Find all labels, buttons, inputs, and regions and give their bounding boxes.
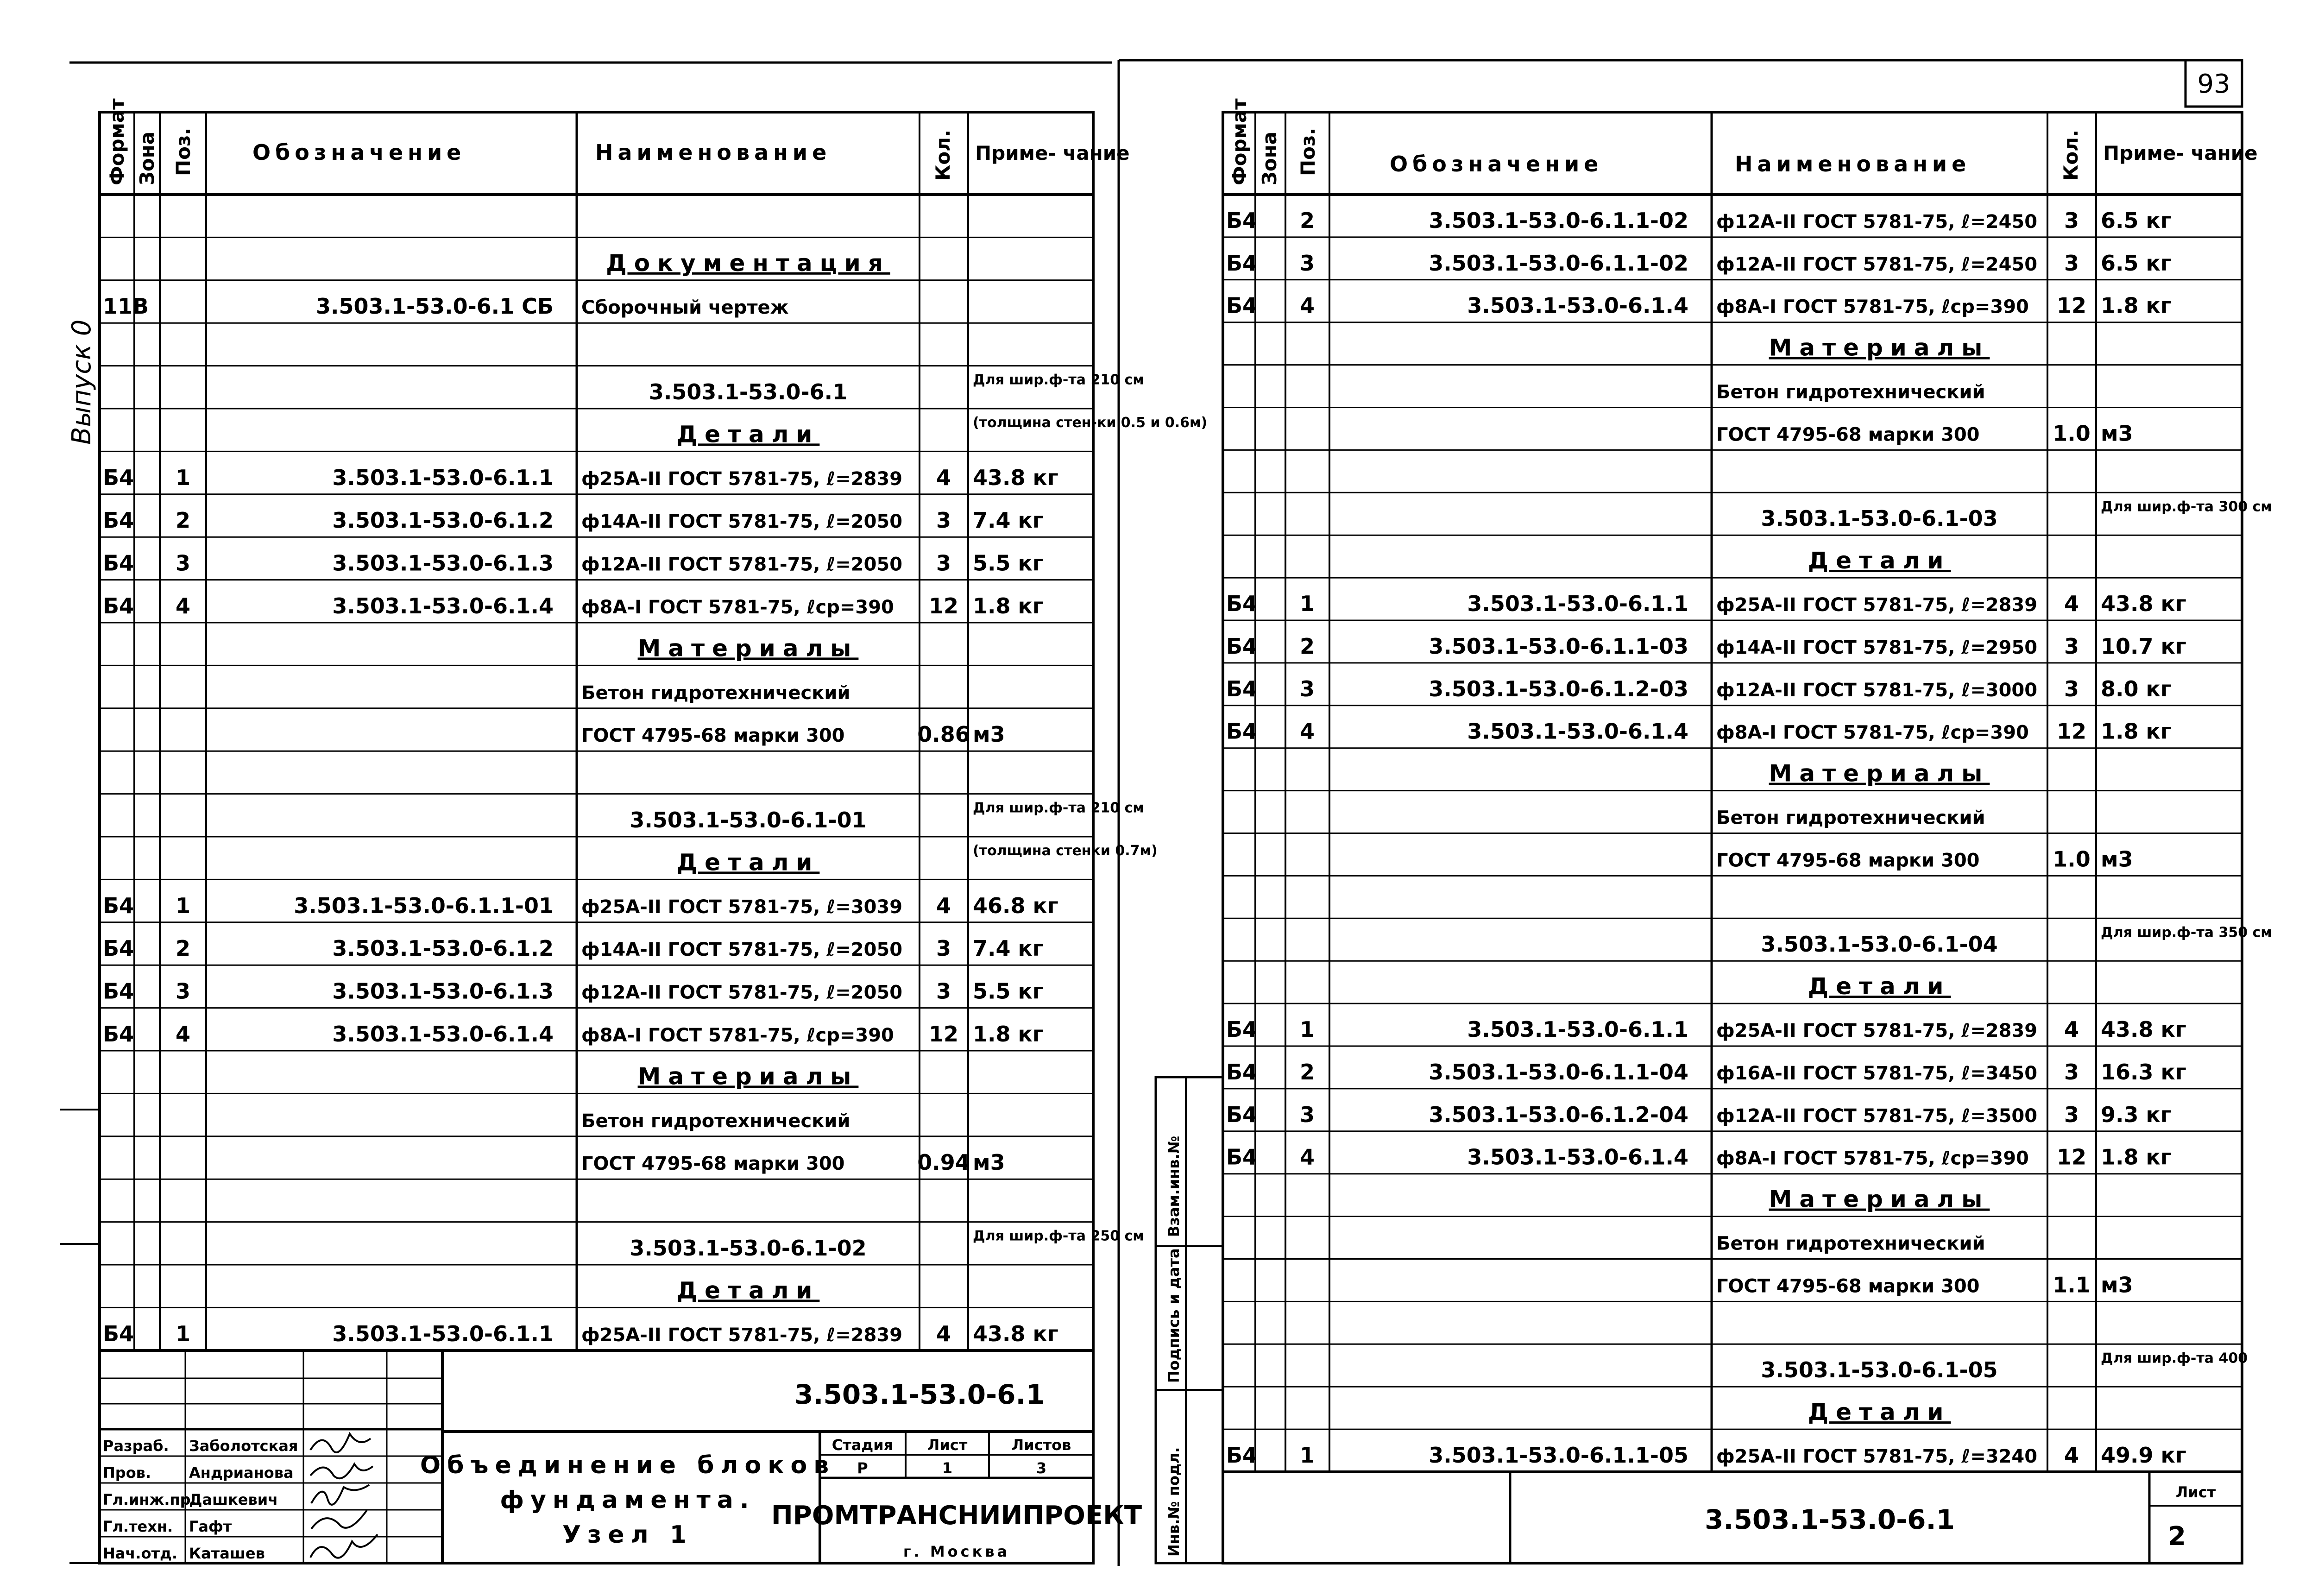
- cell-name: 3.503.1-53.0-6.1: [649, 379, 848, 404]
- cell-designation: 3.503.1-53.0-6.1.4: [332, 593, 554, 618]
- header-designation: Обозначение: [1390, 151, 1603, 177]
- cell-name: Бетон гидротехнический: [1716, 807, 1985, 829]
- cell-note: 1.8 кг: [2101, 1144, 2172, 1170]
- left-spec-table: [100, 98, 1207, 1563]
- header-note: Приме- чание: [975, 142, 1130, 164]
- cell-note: 43.8 кг: [2101, 591, 2186, 616]
- cell-pos: 4: [1299, 1144, 1315, 1170]
- cell-name: ф14А-II ГОСТ 5781-75, ℓ=2050: [581, 939, 903, 961]
- cell-qty: 4: [936, 893, 951, 918]
- cell-note: 1.8 кг: [2101, 719, 2172, 744]
- cell-pos: 3: [1299, 250, 1315, 276]
- cell-note: 5.5 кг: [973, 978, 1044, 1004]
- cell-format: Б4: [1226, 719, 1258, 744]
- cell-designation: 3.503.1-53.0-6.1.2-04: [1429, 1102, 1688, 1127]
- page-number-box: [2186, 60, 2242, 107]
- cell-note: 5.5 кг: [973, 550, 1044, 576]
- table-row: [630, 800, 1144, 833]
- stamp-replaced-inv: Взам.инв.№: [1165, 1135, 1183, 1237]
- cell-note: 7.4 кг: [973, 508, 1044, 533]
- cell-name: Детали: [676, 1277, 820, 1304]
- signature-role: Разраб.: [103, 1437, 169, 1455]
- cell-name: ф12А-II ГОСТ 5781-75, ℓ=2450: [1716, 253, 2038, 275]
- table-row: [103, 936, 1044, 961]
- title-line-2: фундамента.: [500, 1486, 756, 1514]
- table-row: [1226, 634, 2186, 659]
- cell-pos: 3: [1299, 1102, 1315, 1127]
- signature-role: Гл.инж.пр.: [103, 1491, 196, 1508]
- table-row: [103, 1022, 1044, 1047]
- cell-pos: 4: [1299, 293, 1315, 318]
- cell-note: 49.9 кг: [2101, 1443, 2186, 1468]
- cell-designation: 3.503.1-53.0-6.1.1-03: [1429, 633, 1688, 659]
- title-block: [69, 1350, 1142, 1563]
- header-zone: Зона: [1258, 131, 1281, 185]
- table-row: [581, 1150, 1005, 1175]
- cell-qty: 3: [936, 508, 951, 533]
- cell-qty: 0.94: [917, 1150, 970, 1175]
- table-row: [1761, 498, 2272, 531]
- cell-note: 8.0 кг: [2101, 676, 2172, 701]
- cell-qty: 4: [936, 465, 951, 490]
- right-table-rows: [1226, 208, 2272, 1468]
- table-row: [581, 682, 850, 704]
- cell-designation: 3.503.1-53.0-6.1.2: [332, 508, 554, 533]
- cell-name: ф12А-II ГОСТ 5781-75, ℓ=2450: [1716, 211, 2038, 233]
- signature-role: Пров.: [103, 1464, 151, 1482]
- table-row: [1716, 382, 1985, 403]
- cell-name: Материалы: [1769, 334, 1990, 361]
- cell-name: Детали: [1808, 547, 1951, 574]
- table-row: [1716, 421, 2133, 446]
- header-designation: Обозначение: [252, 140, 466, 165]
- cell-qty: 3: [2064, 208, 2079, 233]
- header-name: Наименование: [595, 140, 831, 165]
- cell-pos: 1: [1299, 1017, 1315, 1042]
- cell-note: 46.8 кг: [973, 893, 1058, 918]
- cell-name: ф12А-II ГОСТ 5781-75, ℓ=2050: [581, 554, 903, 575]
- cell-name: ф8А-I ГОСТ 5781-75, ℓср=390: [581, 597, 894, 618]
- cell-pos: 2: [175, 508, 191, 533]
- cell-format: Б4: [1226, 250, 1258, 276]
- table-row: [677, 415, 1208, 448]
- cell-note: 16.3 кг: [2101, 1059, 2186, 1085]
- cell-format: Б4: [103, 465, 134, 490]
- cell-name: Сборочный чертеж: [581, 297, 789, 319]
- cell-note: 9.3 кг: [2101, 1102, 2172, 1127]
- cell-name: ф12А-II ГОСТ 5781-75, ℓ=3500: [1716, 1105, 2038, 1127]
- cell-pos: 3: [175, 978, 191, 1004]
- cell-note: Для шир.ф-та 400: [2101, 1350, 2248, 1367]
- cell-name: Материалы: [637, 1063, 859, 1090]
- cell-designation: 3.503.1-53.0-6.1.3: [332, 978, 554, 1004]
- cell-qty: 0.86: [917, 722, 970, 747]
- page-number: 93: [2197, 69, 2230, 99]
- right-spec-table: [1223, 98, 2272, 1472]
- header-format: Формат: [106, 98, 128, 185]
- cell-designation: 3.503.1-53.0-6.1.1-04: [1429, 1059, 1688, 1085]
- table-row: [649, 372, 1144, 404]
- cell-designation: 3.503.1-53.0-6.1.1-02: [1429, 208, 1688, 233]
- stage-label: Стадия: [831, 1436, 894, 1454]
- cell-designation: 3.503.1-53.0-6.1.4: [1467, 293, 1688, 318]
- cell-pos: 1: [175, 465, 191, 490]
- table-row: [1226, 676, 2172, 701]
- signature-name: Дашкевич: [189, 1491, 278, 1508]
- cell-format: Б4: [1226, 1017, 1258, 1042]
- cell-name: 3.503.1-53.0-6.1-05: [1761, 1357, 1998, 1383]
- cell-format: 11В: [103, 294, 149, 319]
- cell-name: ГОСТ 4795-68 марки 300: [581, 725, 845, 747]
- cell-pos: 2: [175, 936, 191, 961]
- table-row: [103, 893, 1058, 918]
- header-note: Приме- чание: [2103, 142, 2258, 164]
- table-row: [1226, 251, 2172, 276]
- table-row: [1808, 973, 1951, 1000]
- table-row: [1226, 1017, 2186, 1042]
- cell-pos: 3: [175, 550, 191, 576]
- cell-note: 10.7 кг: [2101, 633, 2186, 659]
- cell-qty: 12: [928, 593, 959, 618]
- cell-format: Б4: [1226, 1144, 1258, 1170]
- cell-note: 43.8 кг: [2101, 1017, 2186, 1042]
- cell-name: Детали: [676, 849, 820, 876]
- cell-pos: 2: [1299, 208, 1315, 233]
- table-row: [677, 843, 1158, 876]
- cell-designation: 3.503.1-53.0-6.1.1-01: [294, 893, 554, 918]
- cell-designation: 3.503.1-53.0-6.1.4: [1467, 719, 1688, 744]
- cell-format: Б4: [103, 1321, 134, 1346]
- cell-qty: 3: [2064, 1059, 2079, 1085]
- cell-name: ф25А-II ГОСТ 5781-75, ℓ=2839: [1716, 594, 2038, 616]
- cell-name: Детали: [676, 421, 820, 448]
- cell-name: 3.503.1-53.0-6.1-04: [1761, 932, 1998, 957]
- cell-name: Детали: [1808, 973, 1951, 1000]
- table-row: [103, 593, 1044, 618]
- cell-name: ф25А-II ГОСТ 5781-75, ℓ=3240: [1716, 1446, 2038, 1467]
- table-row: [1226, 591, 2186, 616]
- stamp-signature-date: Подпись и дата: [1165, 1248, 1183, 1383]
- cell-name: ф25А-II ГОСТ 5781-75, ℓ=2839: [581, 468, 903, 490]
- cell-designation: 3.503.1-53.0-6.1.1-02: [1429, 250, 1688, 276]
- cell-note: 6.5 кг: [2101, 208, 2172, 233]
- cell-qty: 12: [928, 1022, 959, 1047]
- cell-name: ф25А-II ГОСТ 5781-75, ℓ=2839: [581, 1324, 903, 1346]
- header-qty: Кол.: [932, 130, 954, 181]
- cell-pos: 4: [1299, 719, 1315, 744]
- signature-role: Нач.отд.: [103, 1545, 178, 1562]
- table-row: [103, 465, 1058, 490]
- cell-note: Для шир.ф-та 210 см: [973, 800, 1144, 816]
- cell-note: м3: [973, 1150, 1005, 1175]
- table-row: [1808, 1399, 1951, 1426]
- header-pos: Поз.: [1297, 127, 1319, 176]
- footer-doc-number: 3.503.1-53.0-6.1: [1705, 1504, 1955, 1535]
- cell-name: ф16А-II ГОСТ 5781-75, ℓ=3450: [1716, 1062, 2038, 1084]
- cell-name: ф14А-II ГОСТ 5781-75, ℓ=2950: [1716, 637, 2038, 658]
- cell-format: Б4: [103, 593, 134, 618]
- cell-name: Бетон гидротехнический: [1716, 381, 1985, 403]
- organization-city: г. Москва: [903, 1543, 1010, 1560]
- cell-pos: 1: [1299, 591, 1315, 616]
- cell-name: Материалы: [1769, 760, 1990, 787]
- cell-note: 7.4 кг: [973, 936, 1044, 961]
- table-row: [677, 1277, 820, 1304]
- cell-note: 1.8 кг: [973, 593, 1044, 618]
- cell-name: Бетон гидротехнический: [581, 1110, 850, 1132]
- table-row: [1226, 1060, 2186, 1085]
- table-row: [1769, 1186, 1990, 1213]
- cell-name: ф14А-II ГОСТ 5781-75, ℓ=2050: [581, 511, 903, 533]
- cell-name: ф12А-II ГОСТ 5781-75, ℓ=3000: [1716, 679, 2038, 701]
- cell-name: Материалы: [1769, 1186, 1990, 1213]
- cell-pos: 4: [175, 1022, 191, 1047]
- cell-qty: 3: [2064, 676, 2079, 701]
- signature-name: Каташев: [189, 1545, 265, 1562]
- cell-qty: 4: [936, 1321, 951, 1346]
- cell-designation: 3.503.1-53.0-6.1.1-05: [1429, 1443, 1688, 1468]
- cell-name: ГОСТ 4795-68 марки 300: [1716, 1275, 1980, 1297]
- cell-note: (толщина стенки 0.7м): [973, 843, 1158, 859]
- table-row: [103, 1321, 1058, 1346]
- right-footer-block: [1223, 1472, 2242, 1563]
- cell-designation: 3.503.1-53.0-6.1.2-03: [1429, 676, 1688, 701]
- table-row: [581, 722, 1005, 747]
- header-zone: Зона: [136, 131, 158, 185]
- cell-note: м3: [973, 722, 1005, 747]
- cell-name: Бетон гидротехнический: [581, 682, 850, 704]
- footer-sheet-value: 2: [2168, 1521, 2186, 1552]
- cell-designation: 3.503.1-53.0-6.1.2: [332, 936, 554, 961]
- cell-qty: 3: [2064, 250, 2079, 276]
- signature-name: Гафт: [189, 1518, 232, 1535]
- cell-qty: 3: [936, 936, 951, 961]
- cell-designation: 3.503.1-53.0-6.1.3: [332, 550, 554, 576]
- cell-qty: 1.0: [2053, 846, 2091, 872]
- cell-qty: 3: [936, 550, 951, 576]
- cell-qty: 12: [2056, 719, 2087, 744]
- cell-designation: 3.503.1-53.0-6.1.1: [1467, 1017, 1688, 1042]
- cell-note: м3: [2101, 421, 2133, 446]
- cell-name: ф12А-II ГОСТ 5781-75, ℓ=2050: [581, 982, 903, 1003]
- cell-note: 1.8 кг: [2101, 293, 2172, 318]
- cell-format: Б4: [1226, 1102, 1258, 1127]
- cell-qty: 12: [2056, 293, 2087, 318]
- cell-designation: 3.503.1-53.0-6.1.4: [332, 1022, 554, 1047]
- cell-designation: 3.503.1-53.0-6.1.1: [332, 465, 554, 490]
- cell-name: 3.503.1-53.0-6.1-03: [1761, 506, 1998, 531]
- cell-qty: 4: [2064, 591, 2079, 616]
- cell-name: ГОСТ 4795-68 марки 300: [581, 1153, 845, 1175]
- cell-pos: 4: [175, 593, 191, 618]
- header-format: Формат: [1228, 98, 1251, 185]
- table-row: [1808, 547, 1951, 574]
- signature-name: Заболотская: [189, 1437, 298, 1455]
- cell-name: ГОСТ 4795-68 марки 300: [1716, 850, 1980, 871]
- cell-pos: 1: [175, 1321, 191, 1346]
- cell-name: ф8А-I ГОСТ 5781-75, ℓср=390: [1716, 296, 2029, 318]
- cell-note: Для шир.ф-та 300 см: [2101, 498, 2272, 515]
- table-row: [1226, 208, 2172, 233]
- table-row: [1226, 293, 2172, 318]
- title-line-1: Объединение блоков: [420, 1451, 836, 1479]
- cell-designation: 3.503.1-53.0-6.1 СБ: [316, 294, 554, 319]
- cell-qty: 4: [2064, 1443, 2079, 1468]
- cell-pos: 2: [1299, 1059, 1315, 1085]
- cell-designation: 3.503.1-53.0-6.1.1: [1467, 591, 1688, 616]
- margin-issue-label: Выпуск 0: [67, 319, 97, 445]
- sheets-value: 3: [1036, 1459, 1047, 1477]
- sheets-label: Листов: [1011, 1436, 1071, 1454]
- table-row: [103, 979, 1044, 1004]
- cell-format: Б4: [103, 550, 134, 576]
- title-doc-number: 3.503.1-53.0-6.1: [794, 1379, 1045, 1410]
- cell-name: ф25А-II ГОСТ 5781-75, ℓ=3039: [581, 896, 903, 918]
- table-row: [638, 1063, 859, 1090]
- cell-note: Для шир.ф-та 210 см: [973, 372, 1144, 388]
- cell-name: 3.503.1-53.0-6.1-01: [630, 807, 867, 833]
- cell-format: Б4: [103, 893, 134, 918]
- table-row: [630, 1228, 1144, 1261]
- title-line-3: Узел 1: [562, 1521, 693, 1549]
- cell-name: ф8А-I ГОСТ 5781-75, ℓср=390: [1716, 722, 2029, 744]
- cell-note: 43.8 кг: [973, 465, 1058, 490]
- table-row: [1716, 807, 1985, 829]
- cell-name: ф8А-I ГОСТ 5781-75, ℓср=390: [1716, 1148, 2029, 1169]
- header-qty: Кол.: [2060, 130, 2082, 181]
- cell-qty: 1.0: [2053, 421, 2091, 446]
- header-pos: Поз.: [172, 127, 195, 176]
- cell-format: Б4: [103, 1022, 134, 1047]
- table-row: [1716, 1272, 2133, 1297]
- table-row: [103, 508, 1044, 533]
- cell-designation: 3.503.1-53.0-6.1.4: [1467, 1144, 1688, 1170]
- table-row: [1226, 1102, 2172, 1127]
- cell-pos: 2: [1299, 633, 1315, 659]
- signature-role: Гл.техн.: [103, 1518, 173, 1535]
- cell-qty: 3: [936, 978, 951, 1004]
- table-row: [606, 250, 890, 277]
- cell-format: Б4: [1226, 591, 1258, 616]
- cell-pos: 1: [1299, 1443, 1315, 1468]
- cell-qty: 12: [2056, 1144, 2087, 1170]
- signature-name: Андрианова: [189, 1464, 294, 1482]
- cell-format: Б4: [1226, 208, 1258, 233]
- side-stamp: [1156, 1077, 1223, 1563]
- table-row: [1769, 760, 1990, 787]
- table-row: [1716, 846, 2133, 871]
- cell-note: 6.5 кг: [2101, 250, 2172, 276]
- table-row: [581, 1110, 850, 1132]
- cell-format: Б4: [1226, 293, 1258, 318]
- table-row: [1769, 334, 1990, 361]
- cell-name: ГОСТ 4795-68 марки 300: [1716, 424, 1980, 446]
- cell-name: Материалы: [637, 635, 859, 662]
- table-row: [1761, 1350, 2248, 1382]
- cell-pos: 3: [1299, 676, 1315, 701]
- table-row: [1761, 924, 2272, 957]
- cell-format: Б4: [1226, 633, 1258, 659]
- cell-format: Б4: [1226, 676, 1258, 701]
- table-row: [1716, 1233, 1985, 1255]
- header-name: Наименование: [1735, 151, 1971, 177]
- cell-name: Бетон гидротехнический: [1716, 1233, 1985, 1255]
- cell-note: (толщина стен-ки 0.5 и 0.6м): [973, 415, 1208, 431]
- cell-name: ф25А-II ГОСТ 5781-75, ℓ=2839: [1716, 1020, 2038, 1041]
- table-row: [638, 635, 859, 662]
- stage-value: Р: [857, 1459, 868, 1477]
- cell-name: 3.503.1-53.0-6.1-02: [630, 1236, 867, 1261]
- table-row: [103, 551, 1044, 576]
- cell-note: м3: [2101, 846, 2133, 872]
- cell-note: 43.8 кг: [973, 1321, 1058, 1346]
- cell-pos: 1: [175, 893, 191, 918]
- cell-name: Детали: [1808, 1399, 1951, 1426]
- cell-note: 1.8 кг: [973, 1022, 1044, 1047]
- stamp-inv-number: Инв.№ подл.: [1165, 1447, 1183, 1557]
- cell-format: Б4: [103, 936, 134, 961]
- handwritten-signatures: [310, 1434, 378, 1558]
- cell-designation: 3.503.1-53.0-6.1.1: [332, 1321, 554, 1346]
- sheet-label: Лист: [927, 1436, 968, 1454]
- cell-format: Б4: [103, 508, 134, 533]
- left-table-rows: [103, 250, 1207, 1346]
- cell-qty: 1.1: [2053, 1272, 2091, 1298]
- cell-qty: 3: [2064, 633, 2079, 659]
- cell-name: Документация: [606, 249, 890, 277]
- sheet-value: 1: [942, 1459, 953, 1477]
- cell-qty: 4: [2064, 1017, 2079, 1042]
- cell-note: м3: [2101, 1272, 2133, 1298]
- cell-format: Б4: [1226, 1443, 1258, 1468]
- table-row: [1226, 1145, 2172, 1170]
- cell-format: Б4: [1226, 1059, 1258, 1085]
- cell-note: Для шир.ф-та 350 см: [2101, 924, 2272, 941]
- organization-name: ПРОМТРАНСНИИПРОЕКТ: [771, 1501, 1142, 1531]
- cell-qty: 3: [2064, 1102, 2079, 1127]
- table-row: [1226, 719, 2172, 744]
- table-row: [1226, 1443, 2186, 1468]
- cell-note: Для шир.ф-та 250 см: [973, 1228, 1144, 1244]
- cell-name: ф8А-I ГОСТ 5781-75, ℓср=390: [581, 1025, 894, 1046]
- cell-format: Б4: [103, 978, 134, 1004]
- footer-sheet-label: Лист: [2175, 1483, 2216, 1501]
